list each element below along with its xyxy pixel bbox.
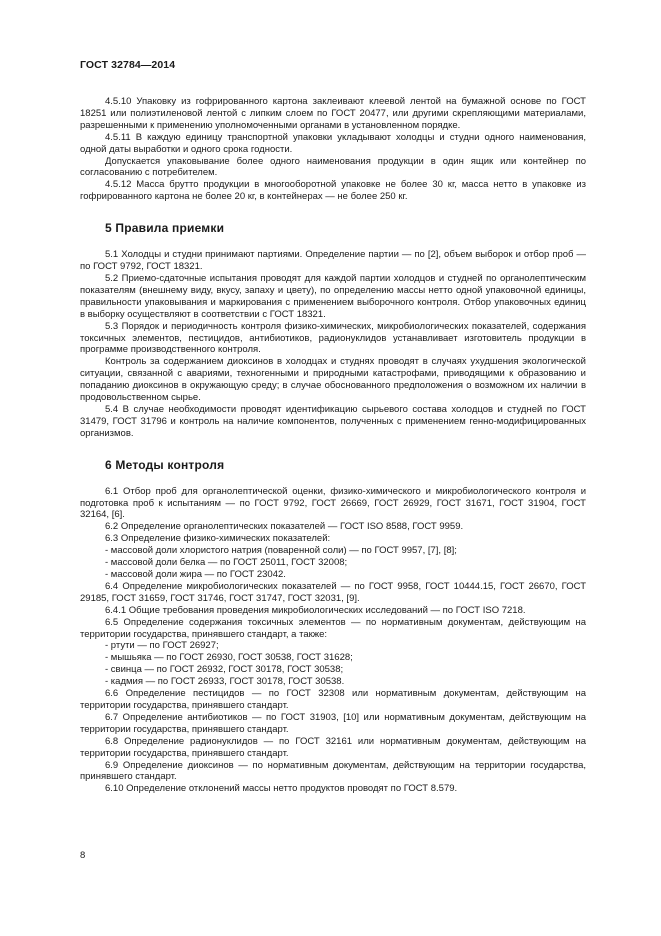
section-6-title: 6 Методы контроля bbox=[105, 457, 225, 472]
paragraph-5-3-dioxins: Контроль за содержанием диоксинов в холодцах и студнях проводят в случаях ухудшения экологической ситуации, связанной с авариями, техногенными и природными катастрофами, приводящими к образованию и попаданию диоксинов в окружающую среду; в случае обоснованного предположения о возможном их наличии в продовольственном сырье. bbox=[80, 356, 586, 404]
list-item-arsenic: - мышьяка — по ГОСТ 26930, ГОСТ 30538, ГОСТ 31628; bbox=[105, 652, 353, 664]
paragraph-6-9: 6.9 Определение диоксинов — по нормативным документам, действующим на территории государства, принявшего стандарт. bbox=[80, 759, 586, 783]
page-number: 8 bbox=[80, 850, 86, 861]
paragraph-5-4: 5.4 В случае необходимости проводят идентификацию сырьевого состава холодцов и студней по ГОСТ 31479, ГОСТ 31796 и контроль на наличие компонентов, полученных с применением генно-модифицированных организмов. bbox=[80, 403, 586, 439]
paragraph-4-5-11: 4.5.11 В каждую единицу транспортной упаковки укладывают холодцы и студни одного наименования, одной даты выработки и одного срока годности. bbox=[80, 131, 586, 155]
paragraph-6-2: 6.2 Определение органолептических показателей — ГОСТ ISO 8588, ГОСТ 9959. bbox=[105, 521, 464, 533]
paragraph-6-5: 6.5 Определение содержания токсичных элементов — по нормативным документам, действующим на территории государства, принявшего стандарт, а также: bbox=[80, 616, 586, 640]
paragraph-6-3: 6.3 Определение физико-химических показателей: bbox=[105, 533, 331, 545]
list-item-fat: - массовой доли жира — по ГОСТ 23042. bbox=[105, 569, 286, 580]
list-item-salt: - массовой доли хлористого натрия (поваренной соли) — по ГОСТ 9957, [7], [8]; bbox=[105, 545, 457, 557]
paragraph-4-5-11-note: Допускается упаковывание более одного наименования продукции в один ящик или контейнер по согласованию с потребителем. bbox=[80, 155, 586, 179]
paragraph-5-1: 5.1 Холодцы и студни принимают партиями. Определение партии — по [2], объем выборок и отбор проб — по ГОСТ 9792, ГОСТ 18321. bbox=[80, 249, 586, 273]
paragraph-6-1: 6.1 Отбор проб для органолептической оценки, физико-химического и микробиологического контроля и подготовка проб к испытаниям — по ГОСТ 9792, ГОСТ 26669, ГОСТ 26929, ГОСТ 31671, ГОСТ 31904, ГОСТ 32164, [6]. bbox=[80, 485, 586, 521]
paragraph-4-5-12: 4.5.12 Масса брутто продукции в многооборотной упаковке не более 30 кг, масса нетто в упаковке из гофрированного картона не более 20 кг, в контейнерах — не более 250 кг. bbox=[80, 179, 586, 203]
paragraph-6-4-1: 6.4.1 Общие требования проведения микробиологических исследований — по ГОСТ ISO 7218. bbox=[105, 604, 526, 616]
paragraph-5-2: 5.2 Приемо-сдаточные испытания проводят для каждой партии холодцов и студней по органолептическим показателям (внешнему виду, вкусу, запаху и цвету), по определению массы нетто одной упаковочной единицы, правильности упаковывания и маркирования с применением выборочного контроля. Отбор упаковочных единиц в выборку осуществляют в соответствии с ГОСТ 18321. bbox=[80, 272, 586, 320]
paragraph-6-8: 6.8 Определение радионуклидов — по ГОСТ 32161 или нормативным документам, действующим на территории государства, принявшего стандарт. bbox=[80, 735, 586, 759]
paragraph-6-6: 6.6 Определение пестицидов — по ГОСТ 32308 или нормативным документам, действующим на территории государства, принявшего стандарт. bbox=[80, 688, 586, 711]
list-item-mercury: - ртути — по ГОСТ 26927; bbox=[105, 640, 219, 652]
paragraph-6-4: 6.4 Определение микробиологических показателей — по ГОСТ 9958, ГОСТ 10444.15, ГОСТ 26670, ГОСТ 29185, ГОСТ 31659, ГОСТ 31746, ГОСТ 31747, ГОСТ 32031, [9]. bbox=[80, 580, 586, 604]
section-5-title: 5 Правила приемки bbox=[105, 221, 225, 236]
document-header: ГОСТ 32784—2014 bbox=[80, 59, 176, 71]
list-item-protein: - массовой доли белка — по ГОСТ 25011, ГОСТ 32008; bbox=[105, 557, 348, 569]
paragraph-6-10: 6.10 Определение отклонений массы нетто продуктов проводят по ГОСТ 8.579. bbox=[105, 783, 458, 795]
list-item-cadmium: - кадмия — по ГОСТ 26933, ГОСТ 30178, ГОСТ 30538. bbox=[105, 676, 345, 688]
paragraph-5-3: 5.3 Порядок и периодичность контроля физико-химических, микробиологических показателей, содержания токсичных элементов, пестицидов, антибиотиков, радионуклидов устанавливает изготовитель продукции в программе производственного контроля. bbox=[80, 320, 586, 356]
paragraph-4-5-10: 4.5.10 Упаковку из гофрированного картона заклеивают клеевой лентой на бумажной основе по ГОСТ 18251 или полиэтиленовой лентой с липким слоем по ГОСТ 20477, или другими скрепляющими материалами, разрешенными к применению уполномоченными органами в установленном порядке. bbox=[80, 96, 586, 131]
paragraph-6-7: 6.7 Определение антибиотиков — по ГОСТ 31903, [10] или нормативным документам, действующим на территории государства, принявшего стандарт. bbox=[80, 711, 586, 735]
document-body bbox=[80, 96, 586, 795]
list-item-lead: - свинца — по ГОСТ 26932, ГОСТ 30178, ГОСТ 30538; bbox=[105, 664, 344, 676]
